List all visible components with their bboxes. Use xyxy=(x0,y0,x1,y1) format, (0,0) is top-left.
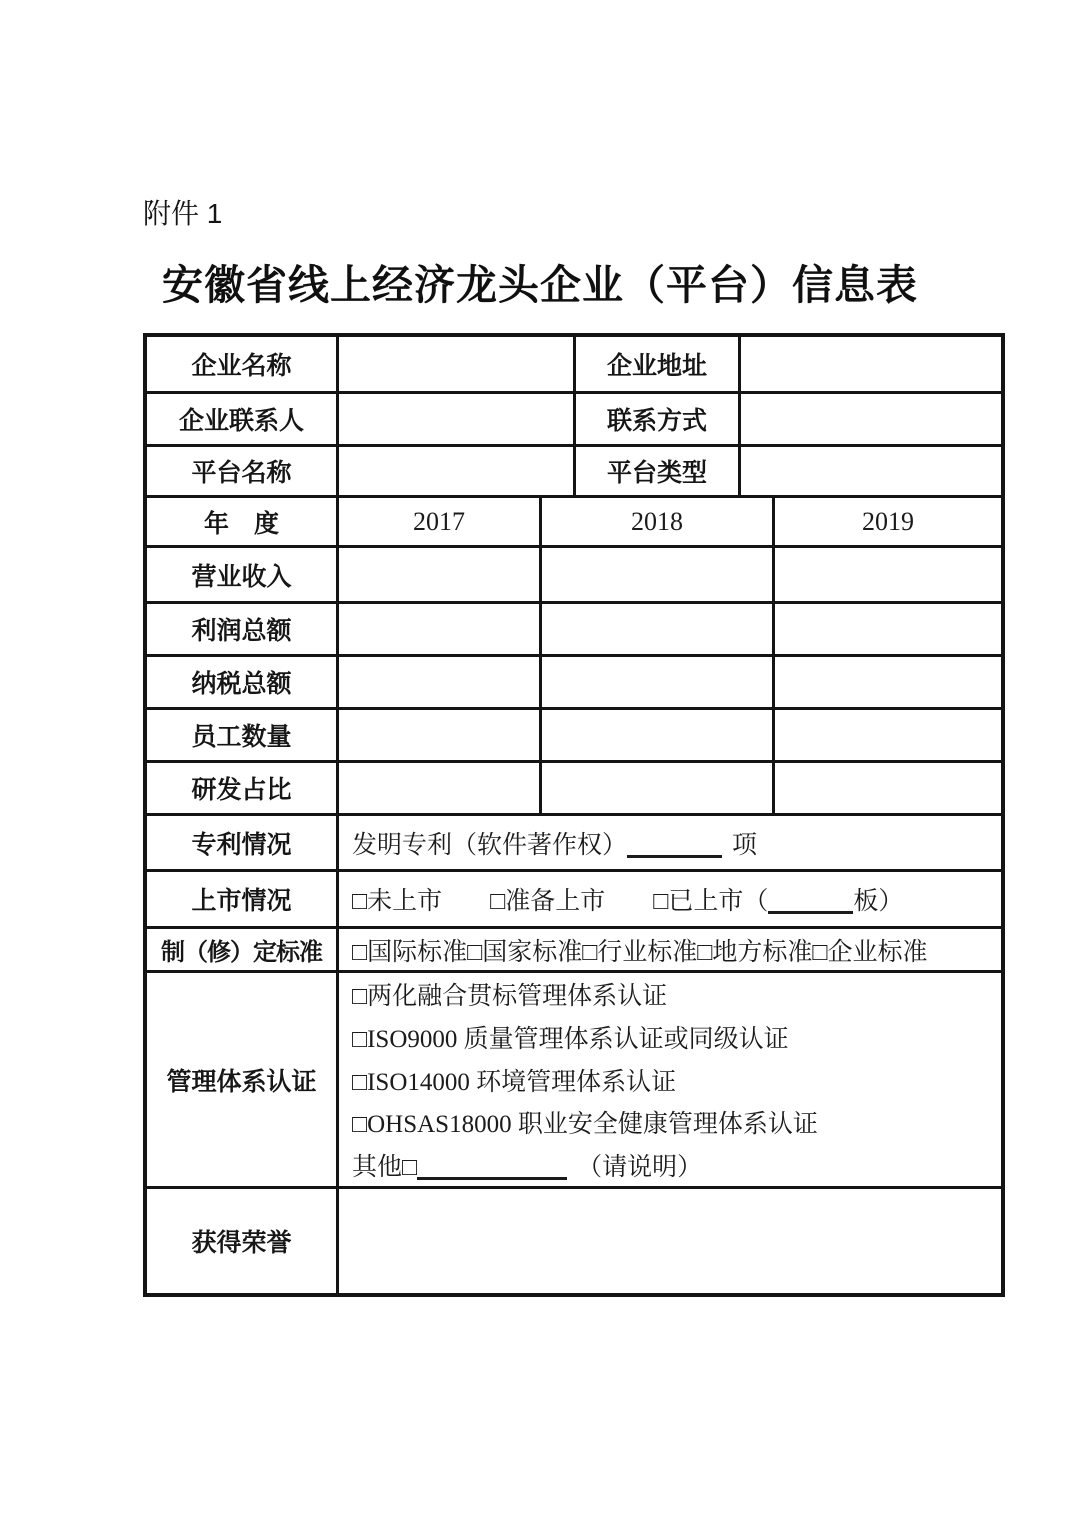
label-contact-method: 联系方式 xyxy=(576,394,741,444)
table-row-revenue xyxy=(147,548,1001,604)
cell-employees-2019 xyxy=(775,710,1001,760)
year-2018-header: 2018 xyxy=(542,498,775,545)
year-2017-header: 2017 xyxy=(339,498,542,545)
cell-patents xyxy=(339,816,1001,869)
cell-revenue-2019 xyxy=(775,548,1001,601)
table-row-employees xyxy=(147,710,1001,763)
table-row-platform-name xyxy=(147,447,1001,498)
cell-tax-2018 xyxy=(542,657,775,707)
cell-company-contact-value xyxy=(339,394,576,444)
label-rd-ratio: 研发占比 xyxy=(147,763,339,813)
cell-profit-2017 xyxy=(339,604,542,654)
checkbox-option-iso14000: □ISO14000 环境管理体系认证 xyxy=(352,1068,677,1096)
checkbox-option-lianghua: □两化融合贯标管理体系认证 xyxy=(352,983,668,1011)
cell-revenue-2017 xyxy=(339,548,542,601)
label-honors: 获得荣誉 xyxy=(147,1189,339,1293)
table-row-listing xyxy=(147,872,1001,929)
table-row-company-contact xyxy=(147,394,1001,447)
cell-rd-ratio-2017 xyxy=(339,763,542,813)
cell-tax-2019 xyxy=(775,657,1001,707)
attachment-label: 附件 1 xyxy=(143,198,223,229)
page-title: 安徽省线上经济龙头企业（平台）信息表 xyxy=(162,262,918,308)
cell-employees-2017 xyxy=(339,710,542,760)
cell-employees-2018 xyxy=(542,710,775,760)
cell-certification xyxy=(339,973,1001,1186)
label-standards: 制（修）定标准 xyxy=(147,929,339,970)
certification-other-label: 其他□ xyxy=(352,1153,418,1181)
table-row-honors xyxy=(147,1189,1001,1293)
cell-rd-ratio-2018 xyxy=(542,763,775,813)
cell-standards: □国际标准□国家标准□行业标准□地方标准□企业标准 xyxy=(352,938,928,966)
table-row-rd-ratio xyxy=(147,763,1001,816)
patents-blank-line xyxy=(627,834,722,858)
label-platform-type: 平台类型 xyxy=(576,447,741,495)
cell-platform-name-value xyxy=(339,447,576,495)
label-platform-name: 平台名称 xyxy=(147,447,339,495)
table-row-tax xyxy=(147,657,1001,710)
table-row-certification xyxy=(147,973,1001,1189)
cell-platform-type-value xyxy=(741,447,1001,495)
patents-text: 发明专利（软件著作权） xyxy=(352,831,628,859)
checkbox-option-listed: □已上市（ xyxy=(653,888,769,915)
patents-unit: 项 xyxy=(732,831,758,859)
info-table xyxy=(143,333,1005,1297)
cell-honors-value xyxy=(339,1189,1001,1293)
table-row-profit xyxy=(147,604,1001,657)
cell-company-address-value xyxy=(741,337,1001,391)
label-company-address: 企业地址 xyxy=(576,337,741,391)
checkbox-option-iso9000: □ISO9000 质量管理体系认证或同级认证 xyxy=(352,1025,789,1053)
cell-revenue-2018 xyxy=(542,548,775,601)
label-revenue: 营业收入 xyxy=(147,548,339,601)
listing-board-blank-line xyxy=(768,890,853,914)
cell-rd-ratio-2019 xyxy=(775,763,1001,813)
table-row-year-header xyxy=(147,498,1001,548)
label-company-name: 企业名称 xyxy=(147,337,339,391)
label-profit: 利润总额 xyxy=(147,604,339,654)
label-company-contact: 企业联系人 xyxy=(147,394,339,444)
table-row-standards xyxy=(147,929,1001,973)
label-certification: 管理体系认证 xyxy=(147,973,339,1186)
table-row-patents xyxy=(147,816,1001,872)
cell-tax-2017 xyxy=(339,657,542,707)
cell-contact-method-value xyxy=(741,394,1001,444)
cell-company-name-value xyxy=(339,337,576,391)
table-row-company-name xyxy=(147,337,1001,394)
checkbox-option-not-listed: □未上市 xyxy=(352,888,443,915)
label-employees: 员工数量 xyxy=(147,710,339,760)
label-tax: 纳税总额 xyxy=(147,657,339,707)
cell-listing xyxy=(339,872,1001,926)
listing-board-suffix: 板） xyxy=(853,888,904,915)
cell-profit-2018 xyxy=(542,604,775,654)
cell-profit-2019 xyxy=(775,604,1001,654)
year-2019-header: 2019 xyxy=(862,506,914,536)
label-listing: 上市情况 xyxy=(147,872,339,926)
certification-other-line xyxy=(352,1143,702,1186)
checkbox-option-preparing: □准备上市 xyxy=(490,888,606,915)
certification-other-blank-line xyxy=(417,1156,567,1180)
label-year: 年 度 xyxy=(147,498,339,545)
checkbox-option-ohsas18000: □OHSAS18000 职业安全健康管理体系认证 xyxy=(352,1111,818,1139)
label-patents: 专利情况 xyxy=(147,816,339,869)
certification-other-note: （请说明） xyxy=(577,1153,703,1181)
